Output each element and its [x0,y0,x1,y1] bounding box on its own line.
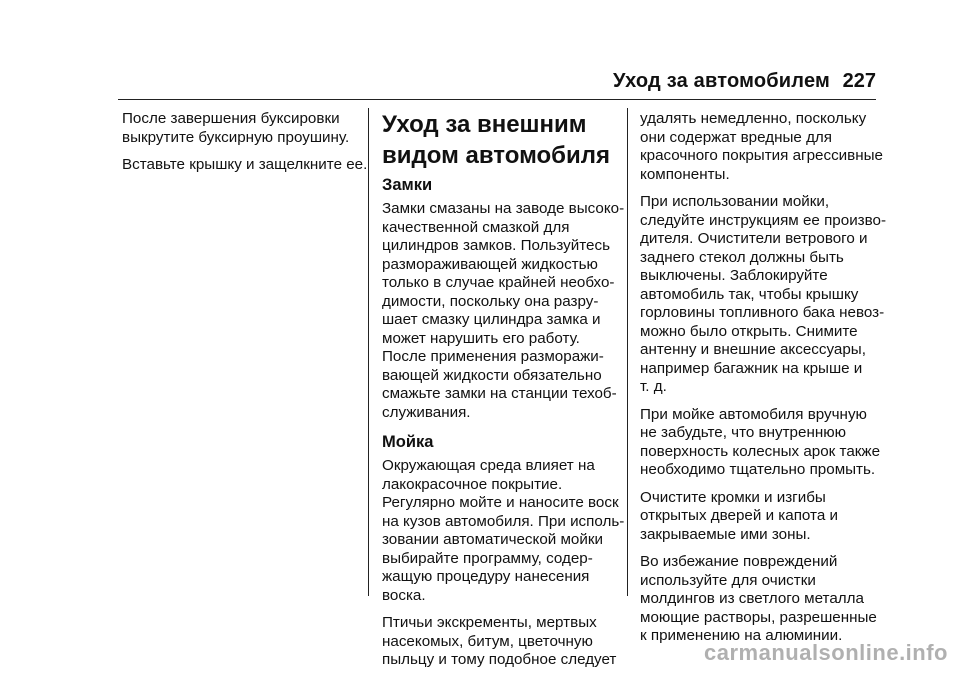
text-column-2 [382,110,626,678]
text-line: дителя. Очистители ветрового и [640,230,868,247]
text-line: воска. [382,586,426,604]
text-line: поверхность колесных арок также [640,442,881,460]
text-line: Во избежание повреждений [640,553,838,570]
paragraph [640,193,887,397]
text-line: видом автомобиля [382,141,610,169]
section-title [382,110,626,171]
text-line: пыльцу и тому подобное следует [382,651,617,668]
text-line: выбирайте программу, содер- [382,549,593,567]
text-line: Очистите кромки и изгибы [640,488,826,506]
paragraph [640,110,884,184]
text-line: автомобиль так, чтобы крышку [640,285,859,303]
column-divider-1 [368,108,369,596]
subsection-heading: Замки [382,176,433,194]
text-line: они содержат вредные для [640,128,833,146]
text-line: антенну и внешние аксессуары, [640,341,866,358]
watermark-text: carmanualsonline.info [704,640,948,665]
text-line: вающей жидкости обязательно [382,366,602,384]
text-line: на кузов автомобиля. При исполь- [382,512,625,530]
text-line: молдингов из светлого металла [640,590,864,607]
header-rule [118,99,876,100]
text-line: Замки смазаны на заводе высоко- [382,200,625,217]
text-column-3 [640,110,887,655]
text-line: красочного покрытия агрессивные [640,147,883,164]
text-line: моющие растворы, разрешенные [640,608,877,626]
text-line: используйте для очистки [640,571,816,589]
text-line: компоненты. [640,165,730,183]
paragraph [640,406,884,480]
text-line: После применения разморажи- [382,348,604,365]
text-line: т. д. [640,378,667,395]
column-divider-2 [627,108,628,596]
text-line: Окружающая среда влияет на [382,457,595,474]
text-line: После завершения буксировки [122,110,340,127]
text-line: горловины топливного бака невоз- [640,304,885,321]
text-line: Регулярно мойте и наносите воск [382,494,619,511]
paragraph [382,200,626,422]
text-line: выкрутите буксирную проушину. [122,128,350,146]
text-line: заднего стекол должны быть [640,248,844,266]
text-column-1 [122,110,366,184]
text-line: Птичьи экскременты, мертвых [382,614,597,631]
page-number: 227 [842,70,876,92]
text-line: Уход за внешним [382,111,587,138]
paragraph [640,489,884,545]
text-line: выключены. Заблокируйте [640,267,828,284]
text-line: качественной смазкой для [382,218,570,236]
text-line: удалять немедленно, поскольку [640,110,867,127]
text-line: служивания. [382,403,471,421]
paragraph [382,614,626,670]
text-line: может нарушить его работу. [382,329,580,347]
text-line: зовании автоматической мойки [382,531,603,548]
text-line: шает смазку цилиндра замка и [382,311,601,328]
text-line: открытых дверей и капота и [640,507,838,524]
text-line: цилиндров замков. Пользуйтесь [382,237,610,254]
paragraph [122,110,366,147]
text-line: например багажник на крыше и [640,359,863,377]
text-line: насекомых, битум, цветочную [382,632,593,650]
text-line: к применению на алюминии. [640,627,843,644]
text-line: не забудьте, что внутреннюю [640,424,846,441]
paragraph [640,553,884,646]
text-line: димости, поскольку она разру- [382,292,599,310]
running-header-title: Уход за автомобилем [612,70,830,92]
paragraph [382,457,626,605]
text-line: смажьте замки на станции техоб- [382,385,617,402]
subsection-heading: Мойка [382,433,434,451]
text-line: можно было открыть. Снимите [640,322,858,340]
text-line: При использовании мойки, [640,193,830,210]
text-line: только в случае крайней необхо- [382,274,615,291]
text-line: размораживающей жидкостью [382,255,598,273]
text-line: Вставьте крышку и защелкните ее. [122,156,368,173]
text-line: следуйте инструкциям ее произво- [640,211,887,229]
text-line: лакокрасочное покрытие. [382,475,563,493]
paragraph [122,156,366,175]
text-line: необходимо тщательно промыть. [640,461,876,478]
text-line: При мойке автомобиля вручную [640,405,867,423]
text-line: жащую процедуру нанесения [382,568,590,585]
text-line: закрываемые ими зоны. [640,525,811,543]
